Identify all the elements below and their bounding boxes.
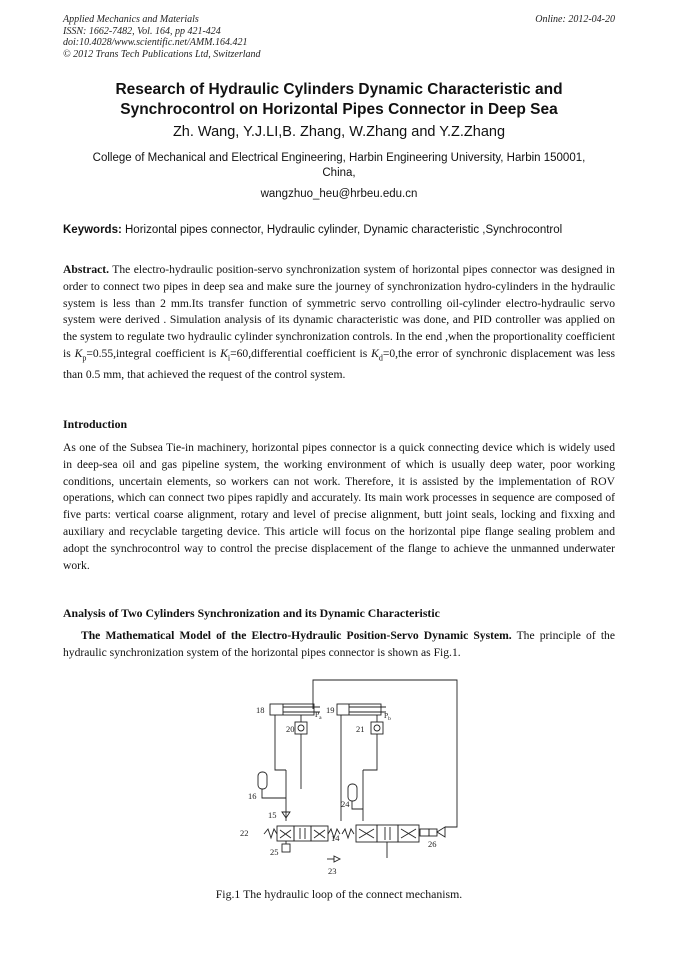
issn: ISSN: 1662-7482, Vol. 164, pp 421-424 (63, 25, 221, 37)
title-line-1: Research of Hydraulic Cylinders Dynamic Characteristic and (115, 81, 563, 98)
abstract-kp: =0.55,integral coefficient is (86, 346, 217, 360)
label-20: 20 (286, 724, 295, 734)
copyright: © 2012 Trans Tech Publications Ltd, Switzerland (63, 48, 261, 60)
label-24: 24 (341, 799, 350, 809)
label-19: 19 (326, 705, 335, 715)
keywords (63, 224, 615, 236)
label-pb: $P_b$ (384, 711, 391, 722)
kp-subscript: p (82, 353, 87, 363)
model-heading: The Mathematical Model of the Electro-Hydraulic Position-Servo Dynamic System. (81, 629, 512, 642)
affiliation-line-2: China, (322, 167, 356, 179)
hydraulic-loop-figure (238, 676, 462, 876)
label-18: 18 (256, 705, 265, 715)
introduction-text: As one of the Subsea Tie-in machinery, horizontal pipes connector is a quick connecting device which is widely used in deep-sea oil and gas pipeline system, the working environment of which is usually deep water, poor working conditions, uncertain elements, so workers can not work. Therefore, it is assisted by the implementation of ROV operations, which can connect two pipes rapidly and accurately. Its main work processes in sequence are composed of five parts: vertical coarse alignment, rotary and level of precise alignment, butt joint seals, locking and fixxing and auxiliary and recyclable targeting device. This article will focus on the horizontal pipe flange sealing problem and adopt the synchrocontrol way to control the precise displacement of the flange to achieve the unmanned underwater work. (63, 441, 615, 572)
journal-info (63, 14, 615, 60)
abstract-kd: =0,the error of synchronic displacement was less than 0.5 mm, that achieved the request of the control system. (63, 346, 615, 382)
label-21: 21 (356, 724, 365, 734)
authors: Zh. Wang, Y.J.LI,B. Zhang, W.Zhang and Y.Z.Zhang (172, 124, 506, 140)
analysis-heading: Analysis of Two Cylinders Synchronization and its Dynamic Characteristic (63, 606, 440, 620)
abstract-text: The electro-hydraulic position-servo synchronization system of horizontal pipes connector was designed in order to connect two pipes in deep sea and make sure the journey of synchronization hydro-cylinders in the hydraulic system is less than 2 mm.Its transfer function of symmetric servo controlling oil-cylinder electro-hydraulic servo system were derived . Simulation analysis of its dynamic characteristic was done, and PID controller was applied on the system to regulate two hydraulic cylinder synchronization controls. In the end ,when the proportionality coefficient is (63, 263, 615, 360)
title-line-2: Synchrocontrol on Horizontal Pipes Connector in Deep Sea (120, 101, 558, 118)
keywords-label: Keywords: (63, 224, 122, 236)
ki-symbol: K (220, 346, 228, 360)
online-date: Online: 2012-04-20 (535, 14, 615, 25)
label-15: 15 (268, 810, 277, 820)
label-25: 25 (270, 847, 279, 857)
kd-symbol: K (371, 346, 379, 360)
label-26: 26 (428, 839, 437, 849)
figure-caption: Fig.1 The hydraulic loop of the connect mechanism. (215, 887, 463, 901)
kp-symbol: K (74, 346, 83, 360)
abstract-label: Abstract. (63, 263, 110, 276)
label-pa: $P_a$ (315, 710, 322, 721)
introduction-heading: Introduction (63, 417, 128, 431)
label-23: 23 (328, 866, 337, 876)
paper-title (63, 80, 615, 120)
label-22: 22 (240, 828, 249, 838)
model-paragraph (63, 628, 615, 662)
author-email: wangzhuo_heu@hrbeu.edu.cn (260, 188, 418, 200)
abstract (63, 262, 615, 384)
ki-subscript: i (227, 353, 231, 363)
kd-subscript: d (378, 353, 383, 363)
model-text: The principle of the hydraulic synchronization system of the horizontal pipes connector is shown as Fig.1. (63, 629, 615, 659)
label-14: 14 (331, 833, 340, 843)
journal-name: Applied Mechanics and Materials (63, 14, 199, 25)
affiliation (63, 151, 615, 181)
keywords-text: Horizontal pipes connector, Hydraulic cylinder, Dynamic characteristic ,Synchrocontrol (125, 224, 563, 236)
abstract-ki: =60,differential coefficient is (230, 346, 368, 360)
affiliation-line-1: College of Mechanical and Electrical Engineering, Harbin Engineering University, Harbin 150001, (92, 152, 586, 164)
label-16: 16 (248, 791, 257, 801)
page-header (63, 14, 615, 60)
doi: doi:10.4028/www.scientific.net/AMM.164.421 (63, 37, 248, 48)
